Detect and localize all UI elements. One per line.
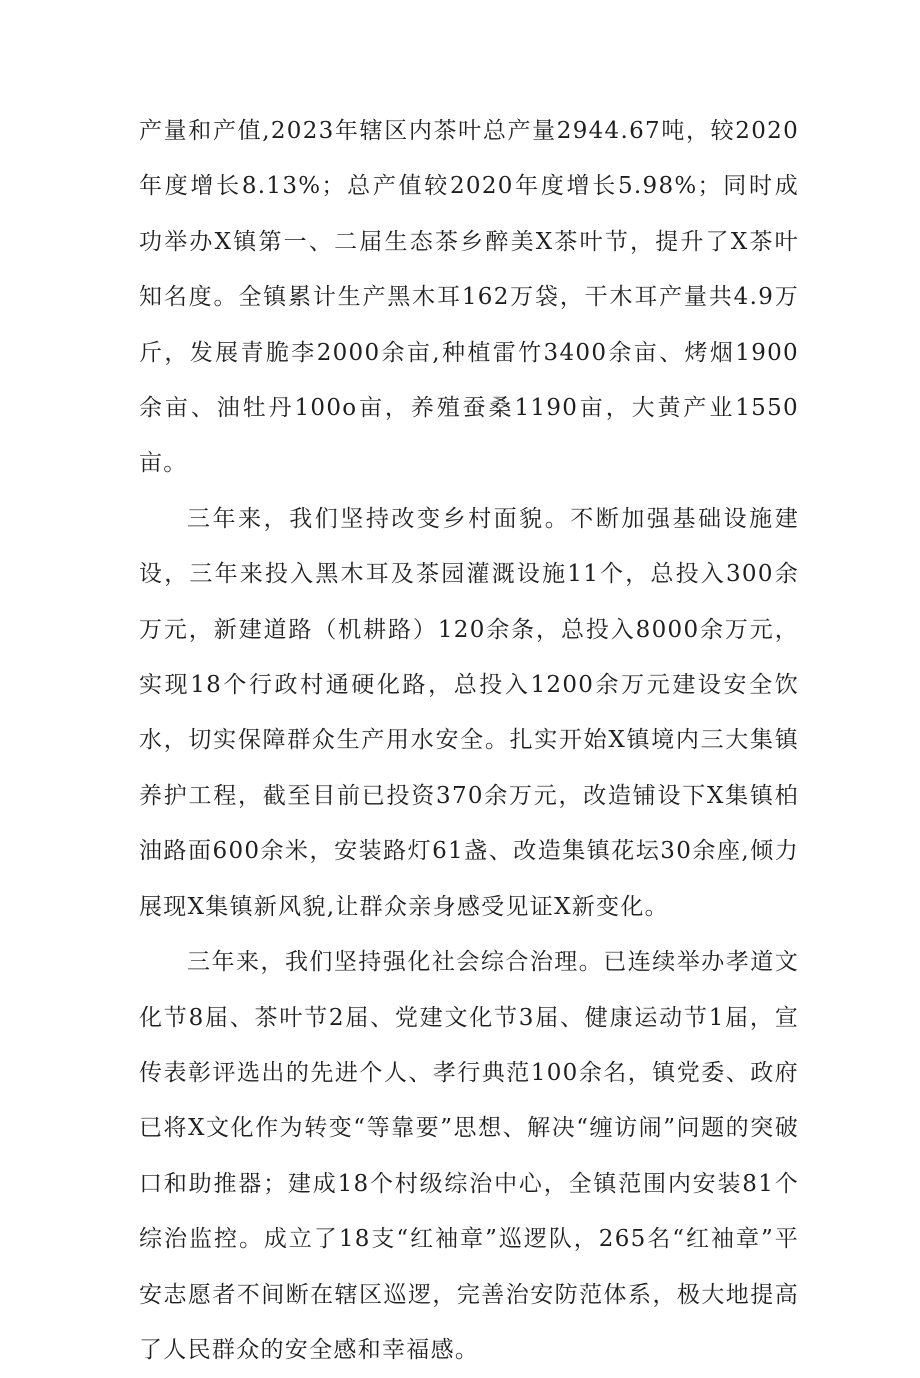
paragraph-social-governance: 三年来，我们坚持强化社会综合治理。已连续举办孝道文化节8届、茶叶节2届、党建文化节3届、健康运动节1届，宣传表彰评选出的先进个人、孝行典范100余名，镇党委、政府已将X文化作为转变“等靠要”思想、解决“缠访闹”问题的突破口和助推器；建成18个村级综治中心，全镇范围内安装81个综治监控。成立了18支“红袖章”巡逻队，265名“红袖章”平安志愿者不间断在辖区巡逻，完善治安防范体系，极大地提高了人民群众的安全感和幸福感。 xyxy=(139,949,799,1363)
paragraph-rural-appearance: 三年来，我们坚持改变乡村面貌。不断加强基础设施建设，三年来投入黑木耳及茶园灌溉设施11个，总投入300余万元，新建道路（机耕路）120余条，总投入8000余万元，实现18个行政村通硬化路，总投入1200余万元建设安全饮水，切实保障群众生产用水安全。扎实开始X镇境内三大集镇养护工程，截至目前已投资370余万元，改造铺设下X集镇柏油路面600余米，安装路灯61盏、改造集镇花坛30余座,倾力展现X集镇新风貌,让群众亲身感受见证X新变化。 xyxy=(139,505,799,920)
paragraph-output-value: 产量和产值,2023年辖区内茶叶总产量2944.67吨，较2020年度增长8.13%；总产值较2020年度增长5.98%；同时成功举办X镇第一、二届生态茶乡醉美X茶叶节，提升了X茶叶知名度。全镇累计生产黑木耳162万袋，干木耳产量共4.9万斤，发展青脆李2000余亩,种植雷竹3400余亩、烤烟1900余亩、油牡丹100o亩，养殖蚕桑1190亩，大黄产业1550亩。 xyxy=(139,118,799,477)
document-body xyxy=(139,104,799,1378)
